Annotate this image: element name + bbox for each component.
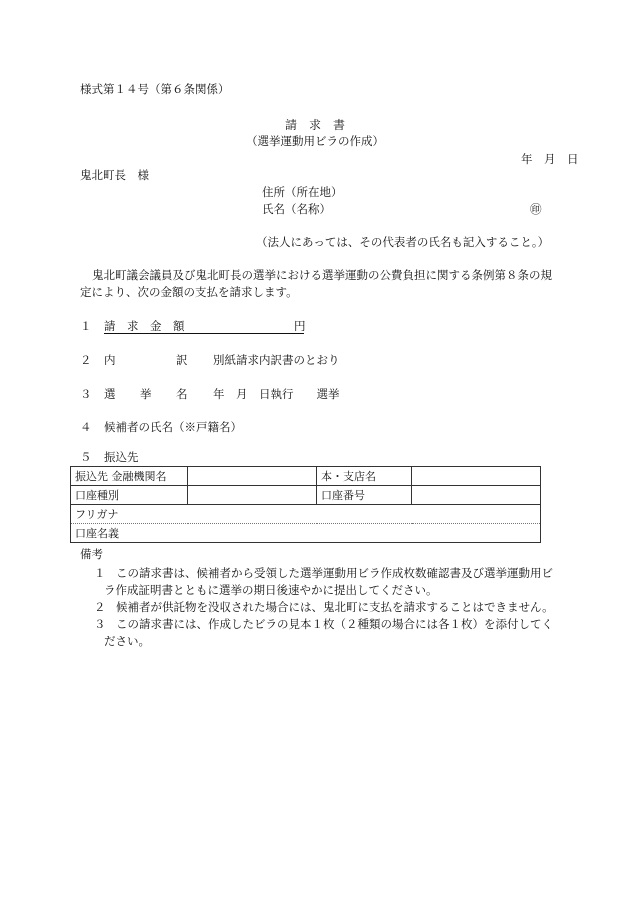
table-row: [71, 505, 541, 524]
address-label: 住所（所在地）: [262, 185, 343, 199]
item-1-label: 請 求 金 額: [104, 319, 185, 333]
corporation-note: （法人にあっては、その代表者の氏名も記入すること。）: [256, 235, 550, 249]
remarks-heading: 備考: [80, 547, 103, 561]
furigana-field[interactable]: [71, 505, 541, 524]
remark-1-number: １: [94, 566, 106, 580]
account-name-label: 口座名義: [75, 527, 119, 540]
account-name-field[interactable]: [71, 524, 541, 543]
item-5-label: 振込先: [104, 450, 139, 464]
remark-1-line-1: この請求書は、候補者から受領した選挙運動用ビラ作成枚数確認書及び選挙運動用ビ: [116, 566, 553, 580]
item-4-label: 候補者の氏名（※戸籍名）: [104, 420, 242, 434]
item-3-label-c: 名: [176, 387, 188, 401]
account-number-label: 口座番号: [317, 486, 412, 505]
branch-label: 本・支店名: [317, 467, 412, 486]
date-field: 年 月 日: [521, 152, 579, 166]
table-row: [71, 524, 541, 543]
remark-2-number: ２: [94, 600, 106, 614]
item-3-label-b: 挙: [140, 387, 152, 401]
item-2-label-a: 内: [104, 353, 116, 367]
bank-name-label: 振込先 金融機関名: [71, 467, 188, 486]
name-label: 氏名（名称）: [262, 202, 331, 216]
furigana-label: フリガナ: [75, 508, 119, 521]
remark-3-line-2: ださい。: [104, 634, 150, 648]
addressee: 鬼北町長 様: [80, 168, 149, 182]
branch-field[interactable]: [412, 467, 541, 486]
seal-mark: ㊞: [530, 202, 542, 216]
item-2-value: 別紙請求内訳書のとおり: [213, 353, 340, 367]
account-number-field[interactable]: [412, 486, 541, 505]
table-row: [71, 467, 541, 486]
form-number: 様式第１４号（第６条関係）: [80, 82, 230, 96]
remark-3-line-1: この請求書には、作成したビラの見本１枚（２種類の場合には各１枚）を添付してく: [116, 617, 553, 631]
table-row: [71, 486, 541, 505]
item-3-label-a: 選: [104, 387, 116, 401]
item-1-number: １: [80, 319, 92, 333]
item-1-unit: 円: [294, 319, 306, 333]
remark-1-line-2: ラ作成証明書とともに選挙の期日後速やかに提出してください。: [104, 583, 438, 597]
item-3-value: 年 月 日執行 選挙: [213, 387, 340, 401]
item-4-number: ４: [80, 420, 92, 434]
title-text: 請 求 書: [284, 118, 345, 132]
remark-2-text: 候補者が供託物を没収された場合には、鬼北町に支払を請求することはできません。: [116, 600, 554, 614]
item-2-number: ２: [80, 353, 92, 367]
body-line-1: 鬼北町議会議員及び鬼北町長の選挙における選挙運動の公費負担に関する条例第８条の規: [92, 268, 552, 282]
item-3-number: ３: [80, 387, 92, 401]
document-subtitle: （選挙運動用ビラの作成）: [246, 134, 384, 148]
account-type-field[interactable]: [188, 486, 317, 505]
document-title: [0, 118, 630, 132]
body-line-2: 定により、次の金額の支払を請求します。: [80, 285, 298, 299]
bank-name-field[interactable]: [188, 467, 317, 486]
account-type-label: 口座種別: [71, 486, 188, 505]
bank-transfer-table: [70, 466, 541, 543]
item-2-label-b: 訳: [176, 353, 188, 367]
amount-underline: [104, 319, 304, 334]
remark-3-number: ３: [94, 617, 106, 631]
item-5-number: ５: [80, 450, 92, 464]
item-1-row: [104, 319, 304, 334]
